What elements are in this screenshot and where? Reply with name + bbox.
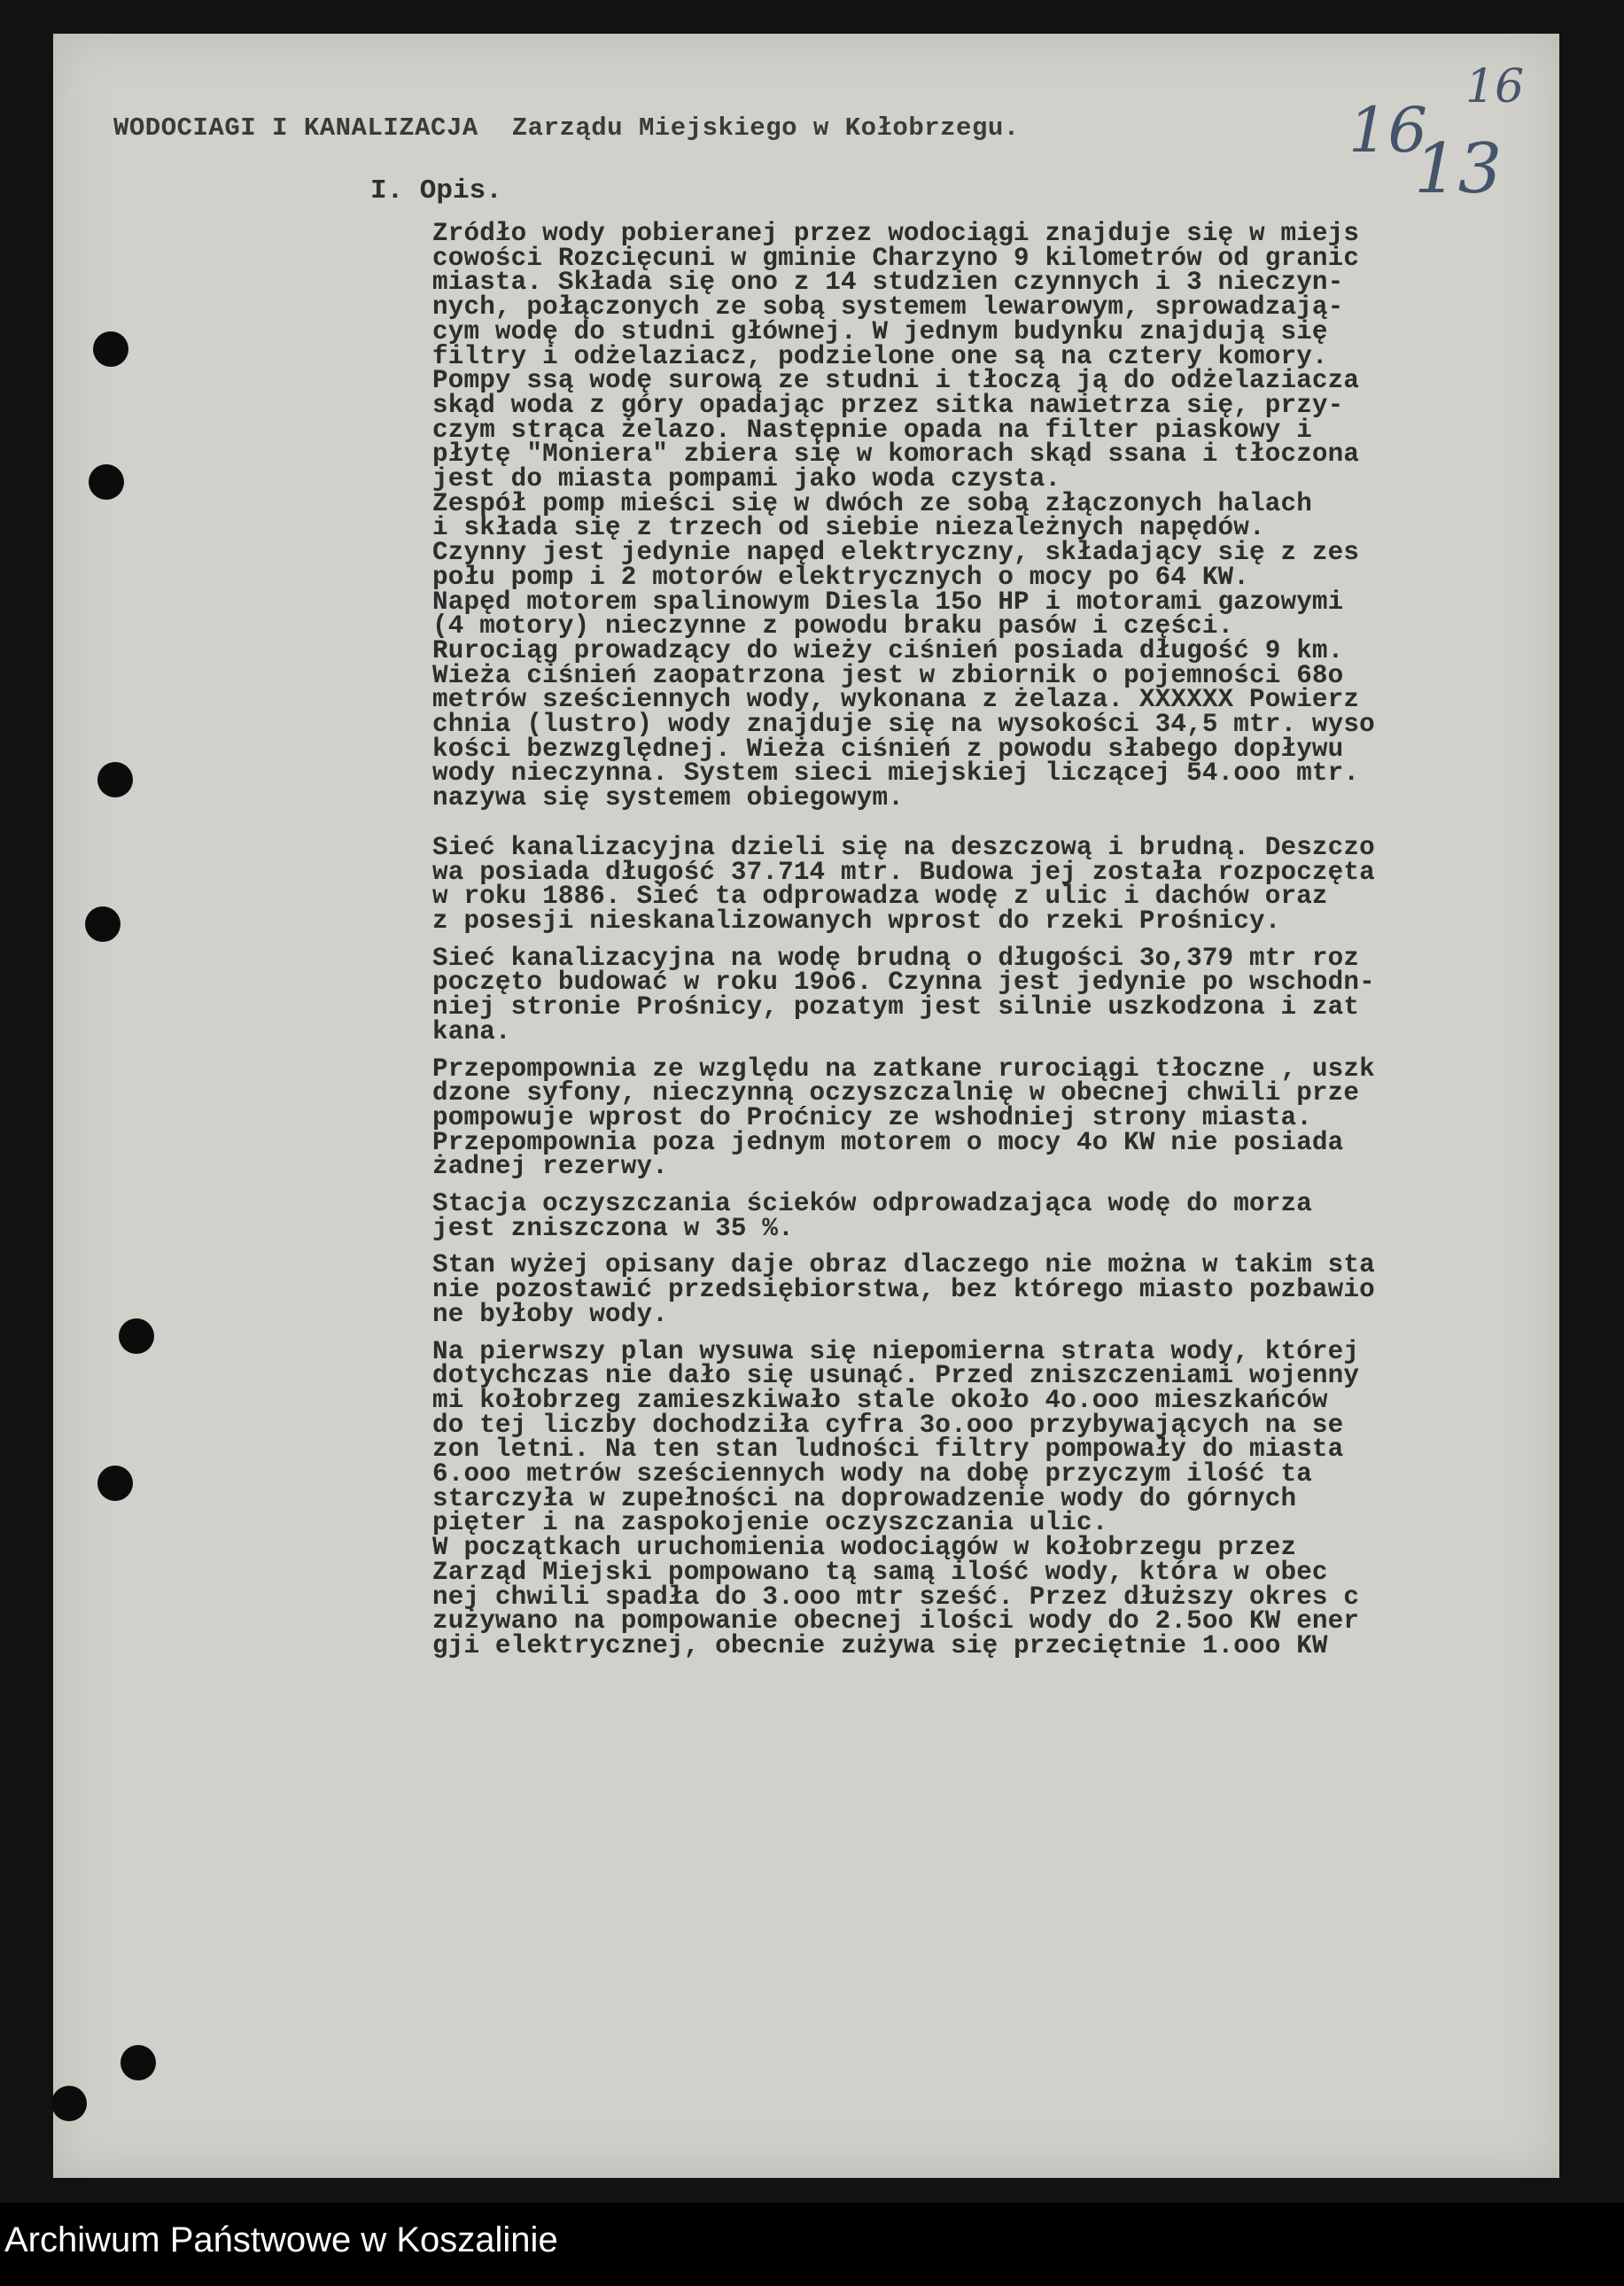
- text-line: Przepompownia poza jednym motorem o mocy 4o KW nie posiada: [432, 1127, 1344, 1157]
- paragraph-pumping-station: [432, 1054, 1558, 1182]
- text-line: Pompy ssą wodę surową ze studni i tłoczą ją do odżelaziacza: [432, 366, 1360, 396]
- text-line: gji elektrycznej, obecnie zużywa się przeciętnie 1.ooo KW: [432, 1630, 1328, 1660]
- archive-footer-bar: [0, 2203, 1624, 2286]
- punch-hole: [51, 2086, 87, 2121]
- text-line: Sieć kanalizacyjna na wodę brudną o długości 3o,379 mtr roz: [432, 943, 1360, 973]
- text-line: cym wodę do studni głównej. W jednym budynku znajdują się: [432, 316, 1328, 346]
- text-line: nych, połączonych ze sobą systemem lewarowym, sprowadzają-: [432, 292, 1344, 323]
- paragraph-storm-sewer: [432, 832, 1558, 936]
- text-line: 6.ooo metrów sześciennych wody na dobę przyczym ilość ta: [432, 1459, 1312, 1489]
- text-line: Zródło wody pobieranej przez wodociągi znajduje się w miejs: [432, 219, 1360, 248]
- paragraph-treatment-station: [432, 1189, 1558, 1243]
- text-line: Rurociąg prowadzący do wieży ciśnień posiada długość 9 km.: [432, 635, 1344, 665]
- paragraph-conclusion: [432, 1250, 1558, 1329]
- punch-hole: [97, 1466, 133, 1501]
- text-line: w roku 1886. Sieć ta odprowadza wodę z ulic i dachów oraz: [432, 882, 1328, 912]
- text-line: wody nieczynna. System sieci miejskiej liczącej 54.ooo mtr.: [432, 758, 1360, 789]
- text-line: chnia (lustro) wody znajduje się na wysokości 34,5 mtr. wyso: [432, 710, 1375, 740]
- paragraph-water-supply: [432, 219, 1558, 813]
- text-line: z posesji nieskanalizowanych wprost do rzeki Prośnicy.: [432, 906, 1281, 936]
- punch-hole: [97, 762, 133, 797]
- text-line: metrów sześciennych wody, wykonana z żelaza. XXXXXX Powierz: [432, 685, 1360, 715]
- page-number-first: 16: [1348, 94, 1428, 167]
- text-line: nej chwili spadła do 3.ooo mtr sześć. Przez dłuższy okres c: [432, 1582, 1360, 1612]
- text-line: cowości Rozcięcuni w gminie Charzyno 9 kilometrów od granic: [432, 243, 1360, 273]
- text-line: skąd woda z góry opadając przez sitka nawietrza się, przy-: [432, 390, 1344, 420]
- text-line: nazywa się systemem obiegowym.: [432, 783, 904, 813]
- punch-hole: [85, 906, 120, 942]
- text-line: pompowuje wprost do Proćnicy ze wshodniej strony miasta.: [432, 1102, 1312, 1132]
- text-line: Stacja oczyszczania ścieków odprowadzająca wodę do morza: [432, 1189, 1312, 1219]
- text-line: jest zniszczona w 35 %.: [432, 1213, 794, 1243]
- paragraph-foul-sewer: [432, 943, 1558, 1046]
- text-line: pięter i na zaspokojenie oczyszczania ulic.: [432, 1508, 1108, 1538]
- punch-hole: [120, 2045, 156, 2080]
- text-line: ne byłoby wody.: [432, 1299, 668, 1329]
- document-body: [432, 219, 1558, 1660]
- text-line: płytę "Moniera" zbiera się w komorach skąd ssana i tłoczona: [432, 439, 1360, 470]
- text-line: kości bezwzględnej. Wieża ciśnień z powodu słabego dopływu: [432, 734, 1344, 764]
- page-number-third: 13: [1414, 129, 1503, 209]
- text-line: połu pomp i 2 motorów elektrycznych o mocy po 64 KW.: [432, 562, 1250, 592]
- text-line: Sieć kanalizacyjna dzieli się na deszczową i brudną. Deszczo: [432, 832, 1375, 862]
- text-line: (4 motory) nieczynne z powodu braku pasów i części.: [432, 611, 1234, 641]
- text-line: Stan wyżej opisany daje obraz dlaczego nie można w takim sta: [432, 1250, 1375, 1280]
- text-line: Przepompownia ze względu na zatkane rurociągi tłoczne , uszk: [432, 1054, 1375, 1084]
- text-line: filtry i odżelaziacz, podzielone one są na cztery komory.: [432, 341, 1328, 371]
- text-line: żadnej rezerwy.: [432, 1152, 668, 1182]
- paragraph-water-loss: [432, 1336, 1558, 1660]
- text-line: Czynny jest jedynie napęd elektryczny, składający się z zes: [432, 538, 1360, 568]
- text-line: dzone syfony, nieczynną oczyszczalnię w obecnej chwili prze: [432, 1078, 1360, 1108]
- text-line: zon letni. Na ten stan ludności filtry pompowały do miasta: [432, 1435, 1344, 1465]
- text-line: Zespół pomp mieści się w dwóch ze sobą złączonych halach: [432, 488, 1312, 518]
- section-heading: I. Opis.: [370, 175, 502, 206]
- text-line: Na pierwszy plan wysuwa się niepomierna strata wody, której: [432, 1336, 1360, 1366]
- punch-hole: [119, 1318, 154, 1354]
- punch-hole: [93, 331, 128, 367]
- text-line: dotychczas nie dało się usunąć. Przed zniszczeniami wojenny: [432, 1361, 1360, 1391]
- text-line: wa posiada długość 37.714 mtr. Budowa jej została rozpoczęta: [432, 857, 1375, 887]
- text-line: czym strąca żelazo. Następnie opada na filter piaskowy i: [432, 415, 1312, 445]
- header-department: WODOCIAGI I KANALIZACJA: [113, 113, 478, 143]
- text-line: zużywano na pompowanie obecnej ilości wody do 2.5oo KW ener: [432, 1606, 1360, 1637]
- text-line: jest do miasta pompami jako woda czysta.: [432, 464, 1061, 494]
- text-line: starczyła w zupełności na doprowadzenie wody do górnych: [432, 1483, 1297, 1513]
- text-line: kana.: [432, 1016, 511, 1046]
- page-number-second: 16: [1465, 60, 1525, 113]
- punch-hole: [89, 464, 124, 500]
- header-authority: Zarządu Miejskiego w Kołobrzegu.: [511, 113, 1020, 143]
- text-line: miasta. Składa się ono z 14 studzien czynnych i 3 nieczyn-: [432, 268, 1344, 298]
- text-line: Zarząd Miejski pompowano tą samą ilość wody, która w obec: [432, 1557, 1328, 1587]
- text-line: Napęd motorem spalinowym Diesla 15o HP i motorami gazowymi: [432, 587, 1344, 617]
- text-line: i składa się z trzech od siebie niezależnych napędów.: [432, 513, 1265, 543]
- text-line: niej stronie Prośnicy, pozatym jest silnie uszkodzona i zat: [432, 992, 1360, 1022]
- text-line: mi kołobrzeg zamieszkiwało stale około 4o.ooo mieszkańców: [432, 1385, 1328, 1415]
- text-line: Wieża ciśnień zaopatrzona jest w zbiornik o pojemności 68o: [432, 660, 1344, 690]
- text-line: poczęto budować w roku 19o6. Czynna jest jedynie po wschodn-: [432, 968, 1375, 998]
- document-header: [113, 113, 1020, 143]
- text-line: do tej liczby dochodziła cyfra 3o.ooo przybywających na se: [432, 1410, 1344, 1440]
- archive-name: Archiwum Państwowe w Koszalinie: [4, 2220, 558, 2259]
- text-line: W początkach uruchomienia wodociągów w kołobrzegu przez: [432, 1533, 1297, 1563]
- text-line: nie pozostawić przedsiębiorstwa, bez którego miasto pozbawio: [432, 1275, 1375, 1305]
